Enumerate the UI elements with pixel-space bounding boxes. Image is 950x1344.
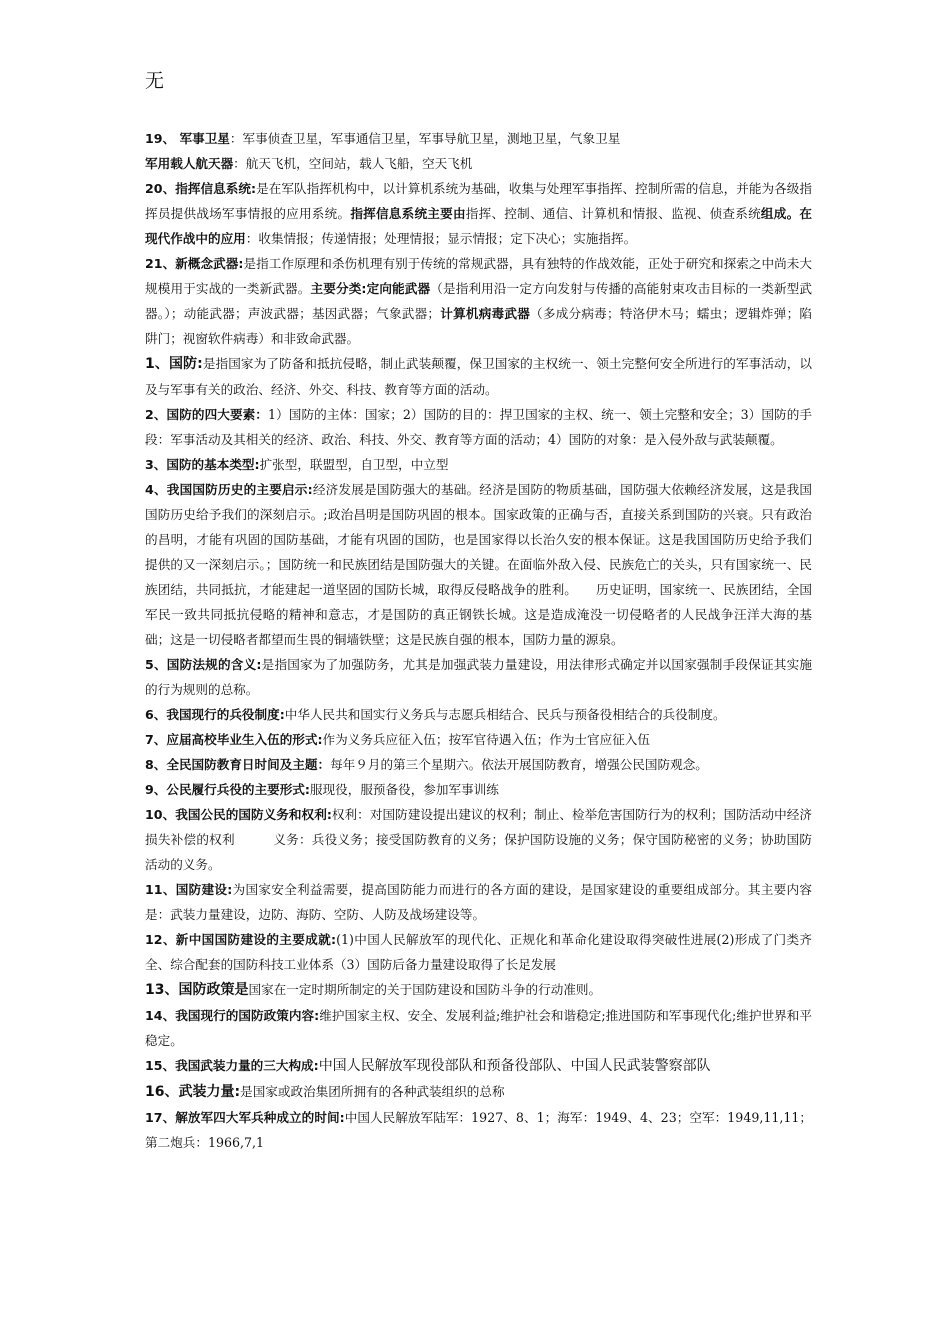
paragraph-20 [145,176,812,251]
term: 指挥信息系统主要由 [350,206,466,221]
term: 15、我国武装力量的三大构成: [145,1058,319,1073]
paragraph-4 [145,477,812,652]
definition: 中国人民解放军陆军：1927、8、1；海军：1949、4、23；空军：1949,11,11；第二炮兵：1966,7,1 [145,1110,812,1150]
term: 2、国防的四大要素： [145,407,268,422]
term: 20、指挥信息系统: [145,181,257,196]
term: 6、我国现行的兵役制度: [145,707,285,722]
paragraph-2 [145,402,812,452]
term: 16、武装力量: [145,1084,241,1100]
definition: 中国人民解放军现役部队和预备役部队、中国人民武装警察部队 [318,1058,711,1074]
definition: ：军事侦查卫星，军事通信卫星，军事导航卫星，测地卫星，气象卫星 [229,131,621,146]
definition: (1)中国人民解放军的现代化、正规化和革命化建设取得突破性进展(2)形成了门类齐全、综合配套的国防科技工业体系（3）国防后备力量建设取得了长足发展 [145,932,812,972]
definition: （多成分病毒；特洛伊木马；蠕虫；逻辑炸弹；陷阱门；视窗软件病毒）和非致命武器。 [145,306,813,346]
paragraph-13 [145,977,812,1003]
term: 13、国防政策是 [145,982,249,998]
definition: 国家在一定时期所制定的关于国防建设和国防斗争的行动准则。 [248,982,602,997]
term: 17、解放军四大军兵种成立的时间: [145,1110,345,1125]
paragraph-manned-spacecraft [145,151,812,176]
paragraph-5 [145,652,812,702]
paragraph-8 [145,752,812,777]
definition: 中华人民共和国实行义务兵与志愿兵相结合、民兵与预备役相结合的兵役制度。 [284,707,726,722]
term: 8、全民国防教育日时间及主题： [145,757,331,772]
paragraph-21 [145,251,812,351]
definition: ：收集情报；传递情报；处理情报；显示情报；定下决心；实施指挥。 [245,231,637,246]
term: 5、国防法规的含义: [145,657,262,672]
definition: 为国家安全利益需要，提高国防能力而进行的各方面的建设，是国家建设的重要组成部分。其主要内容是：武装力量建设，边防、海防、空防、人防及战场建设等。 [145,882,813,922]
definition: 维护国家主权、安全、发展利益;维护社会和谐稳定;推进国防和军事现代化;维护世界和平稳定。 [145,1008,813,1048]
definition: 指挥、控制、通信、计算机和情报、监视、侦查系统 [465,206,761,221]
definition: （是指利用沿一定方向发射与传播的高能射束攻击目标的一类新型武器。）；动能武器；声波武器；基因武器；气象武器； [145,281,813,321]
definition: 权利：对国防建设提出建议的权利；制止、检举危害国防行为的权利；国防活动中经济损失补偿的权利 义务：兵役义务；接受国防教育的义务；保护国防设施的义务；保守国防秘密的义务；协助国防活动的义务。 [145,807,813,872]
definition: 是指国家为了防备和抵抗侵略，制止武装颠覆，保卫国家的主权统一、领土完整何安全所进行的军事活动，以及与军事有关的政治、经济、外交、科技、教育等方面的活动。 [145,356,813,397]
term: 21、新概念武器: [145,256,244,271]
definition: 作为义务兵应征入伍；按军官待遇入伍；作为士官应征入伍 [322,732,650,747]
term: 1、国防: [145,356,203,372]
definition: 经济发展是国防强大的基础。经济是国防的物质基础，国防强大依赖经济发展，这是我国国防历史给予我们的深刻启示。;政治昌明是国防巩固的根本。国家政策的正确与否，直接关系到国防的兴衰。只有政治的昌明，才能有巩固的国防基础，才能有巩固的国防，也是国家得以长治久安的根本保证。这是我国国防历史给予我们提供的又一深刻启示。；国防统一和民族团结是国防强大的关键。在面临外敌入侵、民族危亡的关头，只有国家统一、民族团结，共同抵抗，才能建起一道坚固的国防长城，取得反侵略战争的胜利。 历史证明，国家统一、民族团结，全国军民一致共同抵抗侵略的精神和意志，才是国防的真正钢铁长城。这是造成淹没一切侵略者的人民战争汪洋大海的基础；这是一切侵略者都望而生畏的铜墙铁壁；这是民族自强的根本，国防力量的源泉。 [145,482,812,647]
paragraph-16 [145,1079,812,1105]
paragraph-6 [145,702,812,727]
document-body [145,126,812,1155]
term: 19、 军事卫星 [145,131,230,146]
term: 12、新中国国防建设的主要成就: [145,932,337,947]
definition: 是在军队指挥机构中，以计算机系统为基础，收集与处理军事指挥、控制所需的信息，并能为各级指挥员提供战场军事情报的应用系统。 [145,181,813,221]
paragraph-15 [145,1053,812,1079]
term: 组成。在现代作战中的应用 [145,206,813,246]
term: 7、应届高校毕业生入伍的形式: [145,732,323,747]
paragraph-1 [145,351,812,402]
definition: 是国家或政治集团所拥有的各种武装组织的总称 [240,1084,505,1099]
paragraph-7 [145,727,812,752]
definition: 是指国家为了加强防务，尤其是加强武装力量建设，用法律形式确定并以国家强制手段保证其实施的行为规则的总称。 [145,657,812,697]
paragraph-12 [145,927,812,977]
definition: 1）国防的主体：国家；2）国防的目的：捍卫国家的主权、统一、领土完整和安全；3）国防的手段：军事活动及其相关的经济、政治、科技、外交、教育等方面的活动；4）国防的对象：是入侵外敌与武装颠覆。 [145,407,812,447]
paragraph-19 [145,126,812,151]
paragraph-17 [145,1105,812,1155]
term: 4、我国国防历史的主要启示: [145,482,313,497]
term: 军用载人航天器 [145,156,234,171]
term: 3、国防的基本类型: [145,457,260,472]
definition: 服现役，服预备役，参加军事训练 [309,782,499,797]
paragraph-11 [145,877,812,927]
paragraph-10 [145,802,812,877]
term: 11、国防建设: [145,882,233,897]
paragraph-3 [145,452,812,477]
paragraph-9 [145,777,812,802]
definition: 是指工作原理和杀伤机理有别于传统的常规武器，具有独特的作战效能，正处于研究和探索之中尚未大规模用于实战的一类新武器。 [145,256,813,296]
term: 9、公民履行兵役的主要形式: [145,782,310,797]
page-header: 无 [145,70,165,92]
term: 主要分类:定向能武器 [310,281,431,296]
paragraph-14 [145,1003,812,1053]
definition: ：航天飞机，空间站，载人飞船，空天飞机 [233,156,473,171]
definition: 每年９月的第三个星期六。依法开展国防教育，增强公民国防观念。 [330,757,708,772]
definition: 扩张型，联盟型，自卫型，中立型 [259,457,449,472]
term: 计算机病毒武器 [440,306,531,321]
term: 14、我国现行的国防政策内容: [145,1008,320,1023]
term: 10、我国公民的国防义务和权利: [145,807,332,822]
